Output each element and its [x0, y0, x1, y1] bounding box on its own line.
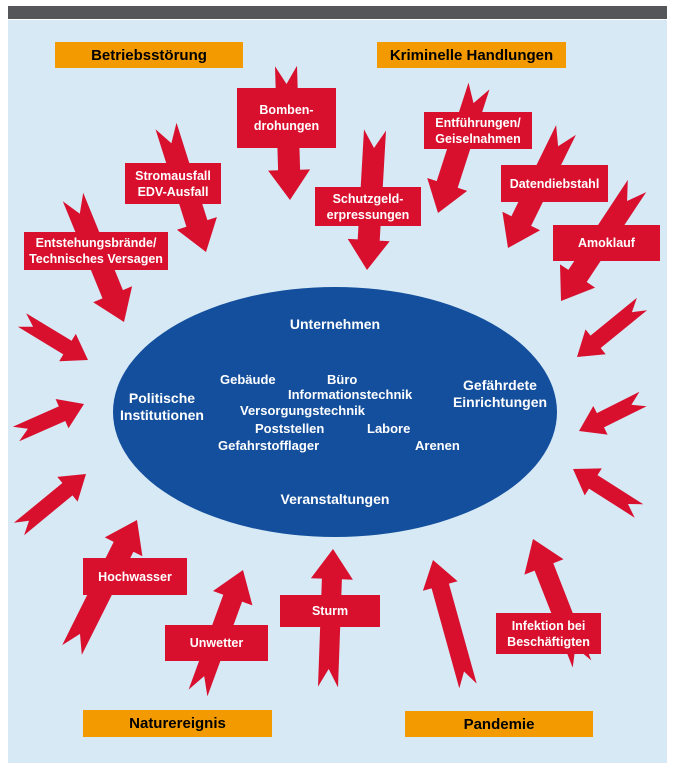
ellipse-item-gefahrstofflager: Gefahrstofflager: [218, 438, 320, 453]
label-line: Schutzgeld-: [332, 191, 404, 206]
threat-box-datendiebstahl: [501, 165, 608, 202]
category-pandemie: Pandemie: [405, 711, 593, 737]
label-line: EDV-Ausfall: [137, 184, 209, 199]
ellipse-item-informationstechnik: Informationstechnik: [288, 387, 413, 402]
threat-arrow-left-1: [18, 313, 88, 361]
label-line: Sturm: [311, 604, 349, 618]
threat-arrow-right-1: [577, 298, 647, 357]
ellipse-label-gefaehrdete-einrichtungen: [444, 377, 556, 411]
threat-box-stromausfall: [125, 163, 221, 204]
label-line: Geiselnahmen: [435, 131, 521, 146]
label-line: Einrichtungen: [452, 394, 548, 410]
threat-arrow-right-3: [573, 468, 643, 517]
threat-box-amoklauf: [553, 225, 660, 261]
ellipse-item-versorgungstechnik: Versorgungstechnik: [240, 403, 365, 418]
label-line: Politische: [128, 390, 196, 406]
label-line: Unwetter: [189, 636, 244, 650]
label-line: Beschäftigten: [507, 634, 590, 649]
ellipse-item-labore: Labore: [367, 421, 411, 436]
label-line: erpressungen: [326, 207, 410, 222]
ellipse-item-poststellen: Poststellen: [255, 421, 325, 436]
threat-box-entfuehrungen: [424, 112, 532, 149]
category-kriminelle-handlungen: Kriminelle Handlungen: [377, 42, 566, 68]
threat-box-schutzgelderpressungen: [315, 187, 421, 226]
label-line: drohungen: [253, 119, 320, 133]
label-line: Hochwasser: [98, 569, 172, 584]
threat-box-entstehungsbraende: [24, 232, 168, 270]
label-line: Datendiebstahl: [509, 176, 600, 191]
label-line: Gefährdete: [463, 377, 537, 393]
threat-arrow-left-2: [13, 399, 84, 441]
label-line: Institutionen: [120, 407, 204, 423]
label-line: Stromausfall: [135, 168, 211, 183]
ellipse-label-veranstaltungen: Veranstaltungen: [280, 491, 390, 507]
threat-box-bombendrohungen: [237, 88, 336, 148]
label-line: Infektion bei: [511, 618, 586, 633]
threat-arrow-pandemie-plain: [423, 560, 477, 688]
label-line: Entstehungsbrände/: [35, 236, 157, 250]
label-line: Bomben-: [259, 103, 314, 117]
threat-box-unwetter: [165, 625, 268, 661]
ellipse-label-unternehmen: Unternehmen: [289, 316, 381, 332]
category-betriebsstoerung: Betriebsstörung: [55, 42, 243, 68]
ellipse-item-buero: Büro: [327, 372, 358, 387]
category-naturereignis: Naturereignis: [83, 710, 272, 737]
ellipse-item-arenen: Arenen: [415, 438, 460, 453]
label-line: Entführungen/: [435, 115, 521, 130]
threat-arrow-right-2: [579, 392, 647, 435]
threat-box-hochwasser: [83, 558, 187, 595]
threat-arrow-left-3: [14, 474, 86, 535]
label-line: Technisches Versagen: [29, 252, 163, 266]
ellipse-item-gebaeude: Gebäude: [220, 372, 276, 387]
label-line: Amoklauf: [578, 236, 635, 250]
threat-box-sturm: [280, 595, 380, 627]
threat-box-infektion: [496, 613, 601, 654]
ellipse-label-politische-institutionen: [110, 390, 214, 424]
